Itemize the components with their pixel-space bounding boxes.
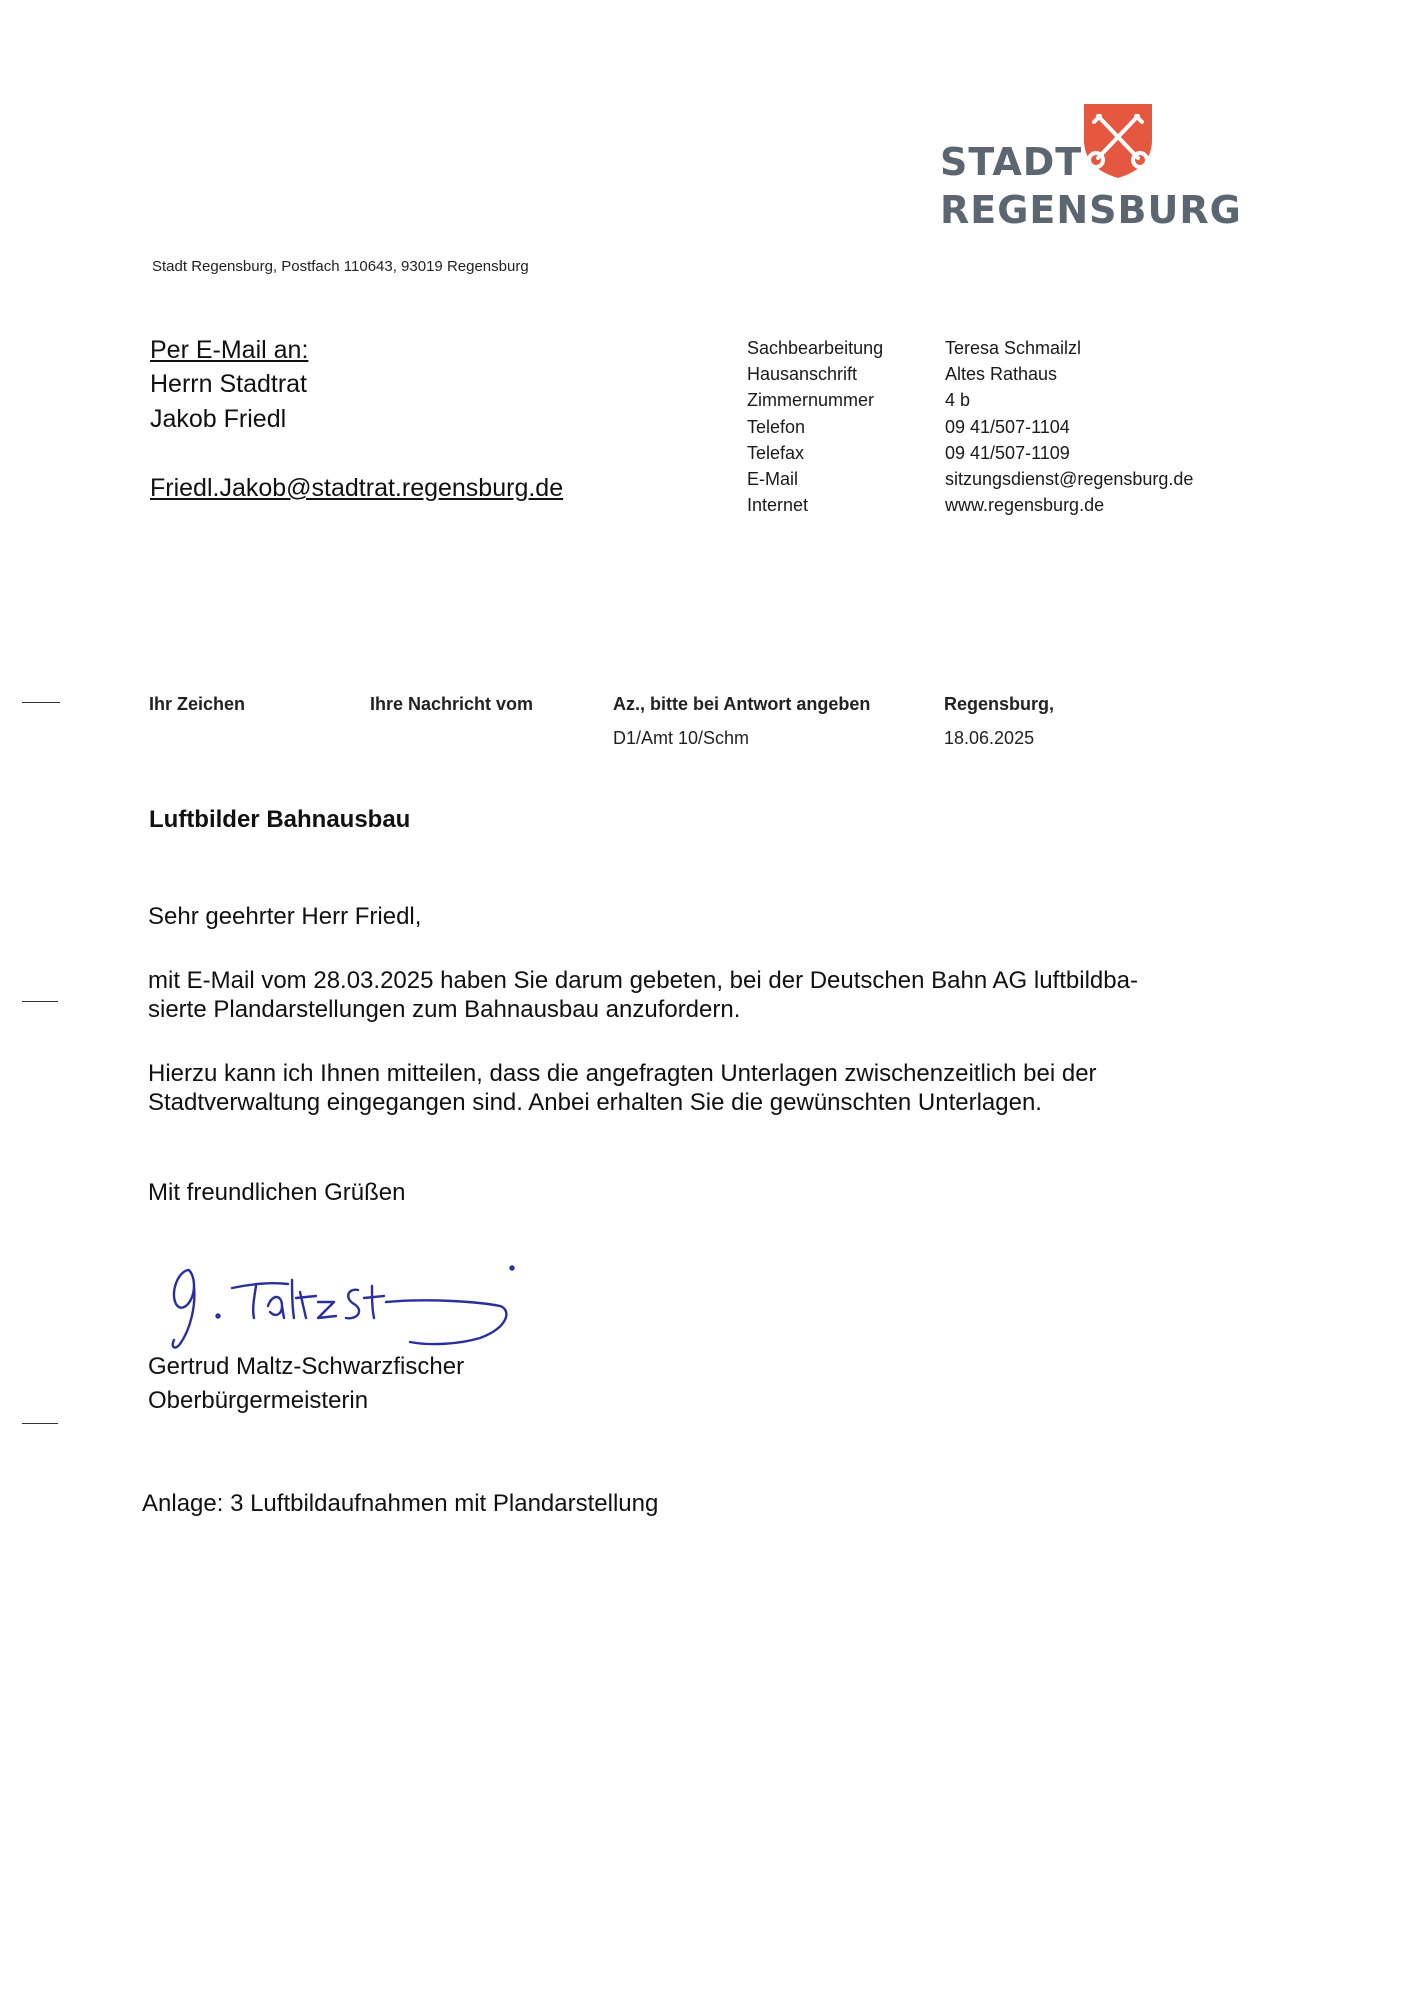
- recipient-line-delivery: Per E-Mail an:: [150, 336, 309, 364]
- handwritten-signature: [160, 1262, 550, 1352]
- contact-label-sachbearbeitung: Sachbearbeitung: [747, 338, 884, 358]
- contact-label-zimmernummer: Zimmernummer: [747, 390, 875, 410]
- attachment-note: Anlage: 3 Luftbildaufnahmen mit Plandarstellung: [142, 1490, 659, 1517]
- contact-value-telefax: 09 41/507-1109: [945, 443, 1070, 463]
- logo-line-stadt: STADT: [940, 140, 1083, 184]
- contact-label-telefon: Telefon: [747, 417, 806, 437]
- fold-mark-bottom: [22, 1423, 58, 1424]
- ref-label-ihre-nachricht: Ihre Nachricht vom: [370, 694, 534, 714]
- punch-mark: [22, 1001, 58, 1002]
- contact-value-zimmernummer: 4 b: [945, 390, 971, 410]
- paragraph-1-line-2: sierte Plandarstellungen zum Bahnausbau anzufordern.: [148, 996, 741, 1023]
- salutation: Sehr geehrter Herr Friedl,: [148, 903, 422, 930]
- recipient-line-name: Jakob Friedl: [150, 405, 287, 433]
- paragraph-1-line-1: mit E-Mail vom 28.03.2025 haben Sie darum gebeten, bei der Deutschen Bahn AG luftbildba-: [148, 967, 1138, 994]
- ref-label-aktenzeichen: Az., bitte bei Antwort angeben: [613, 694, 871, 714]
- recipient-line-title: Herrn Stadtrat: [150, 370, 308, 398]
- logo-line-regensburg: REGENSBURG: [940, 188, 1242, 232]
- contact-label-internet: Internet: [747, 495, 809, 515]
- contact-label-telefax: Telefax: [747, 443, 805, 463]
- contact-label-email: E-Mail: [747, 469, 799, 489]
- ref-value-aktenzeichen: D1/Amt 10/Schm: [613, 728, 750, 748]
- crossed-keys-crest-icon: [1078, 100, 1158, 180]
- contact-value-telefon: 09 41/507-1104: [945, 417, 1070, 437]
- closing-phrase: Mit freundlichen Grüßen: [148, 1179, 406, 1206]
- paragraph-2-line-1: Hierzu kann ich Ihnen mitteilen, dass die angefragten Unterlagen zwischenzeitlich bei der: [148, 1060, 1097, 1087]
- letter-subject: Luftbilder Bahnausbau: [149, 806, 411, 833]
- recipient-email-link[interactable]: Friedl.Jakob@stadtrat.regensburg.de: [150, 474, 564, 502]
- signer-name: Gertrud Maltz-Schwarzfischer: [148, 1353, 465, 1380]
- contact-value-sachbearbeitung: Teresa Schmailzl: [945, 338, 1082, 358]
- ref-value-datum: 18.06.2025: [944, 728, 1035, 748]
- ref-label-ihr-zeichen: Ihr Zeichen: [149, 694, 246, 714]
- paragraph-2-line-2: Stadtverwaltung eingegangen sind. Anbei erhalten Sie die gewünschten Unterlagen.: [148, 1089, 1042, 1116]
- ref-label-ort: Regensburg,: [944, 694, 1055, 714]
- contact-value-email[interactable]: sitzungsdienst@regensburg.de: [945, 469, 1194, 489]
- fold-mark-top: [22, 702, 60, 703]
- contact-value-hausanschrift: Altes Rathaus: [945, 364, 1058, 384]
- contact-label-hausanschrift: Hausanschrift: [747, 364, 858, 384]
- signer-title: Oberbürgermeisterin: [148, 1387, 369, 1414]
- contact-value-internet[interactable]: www.regensburg.de: [945, 495, 1105, 515]
- sender-address-line: Stadt Regensburg, Postfach 110643, 93019 Regensburg: [152, 258, 529, 275]
